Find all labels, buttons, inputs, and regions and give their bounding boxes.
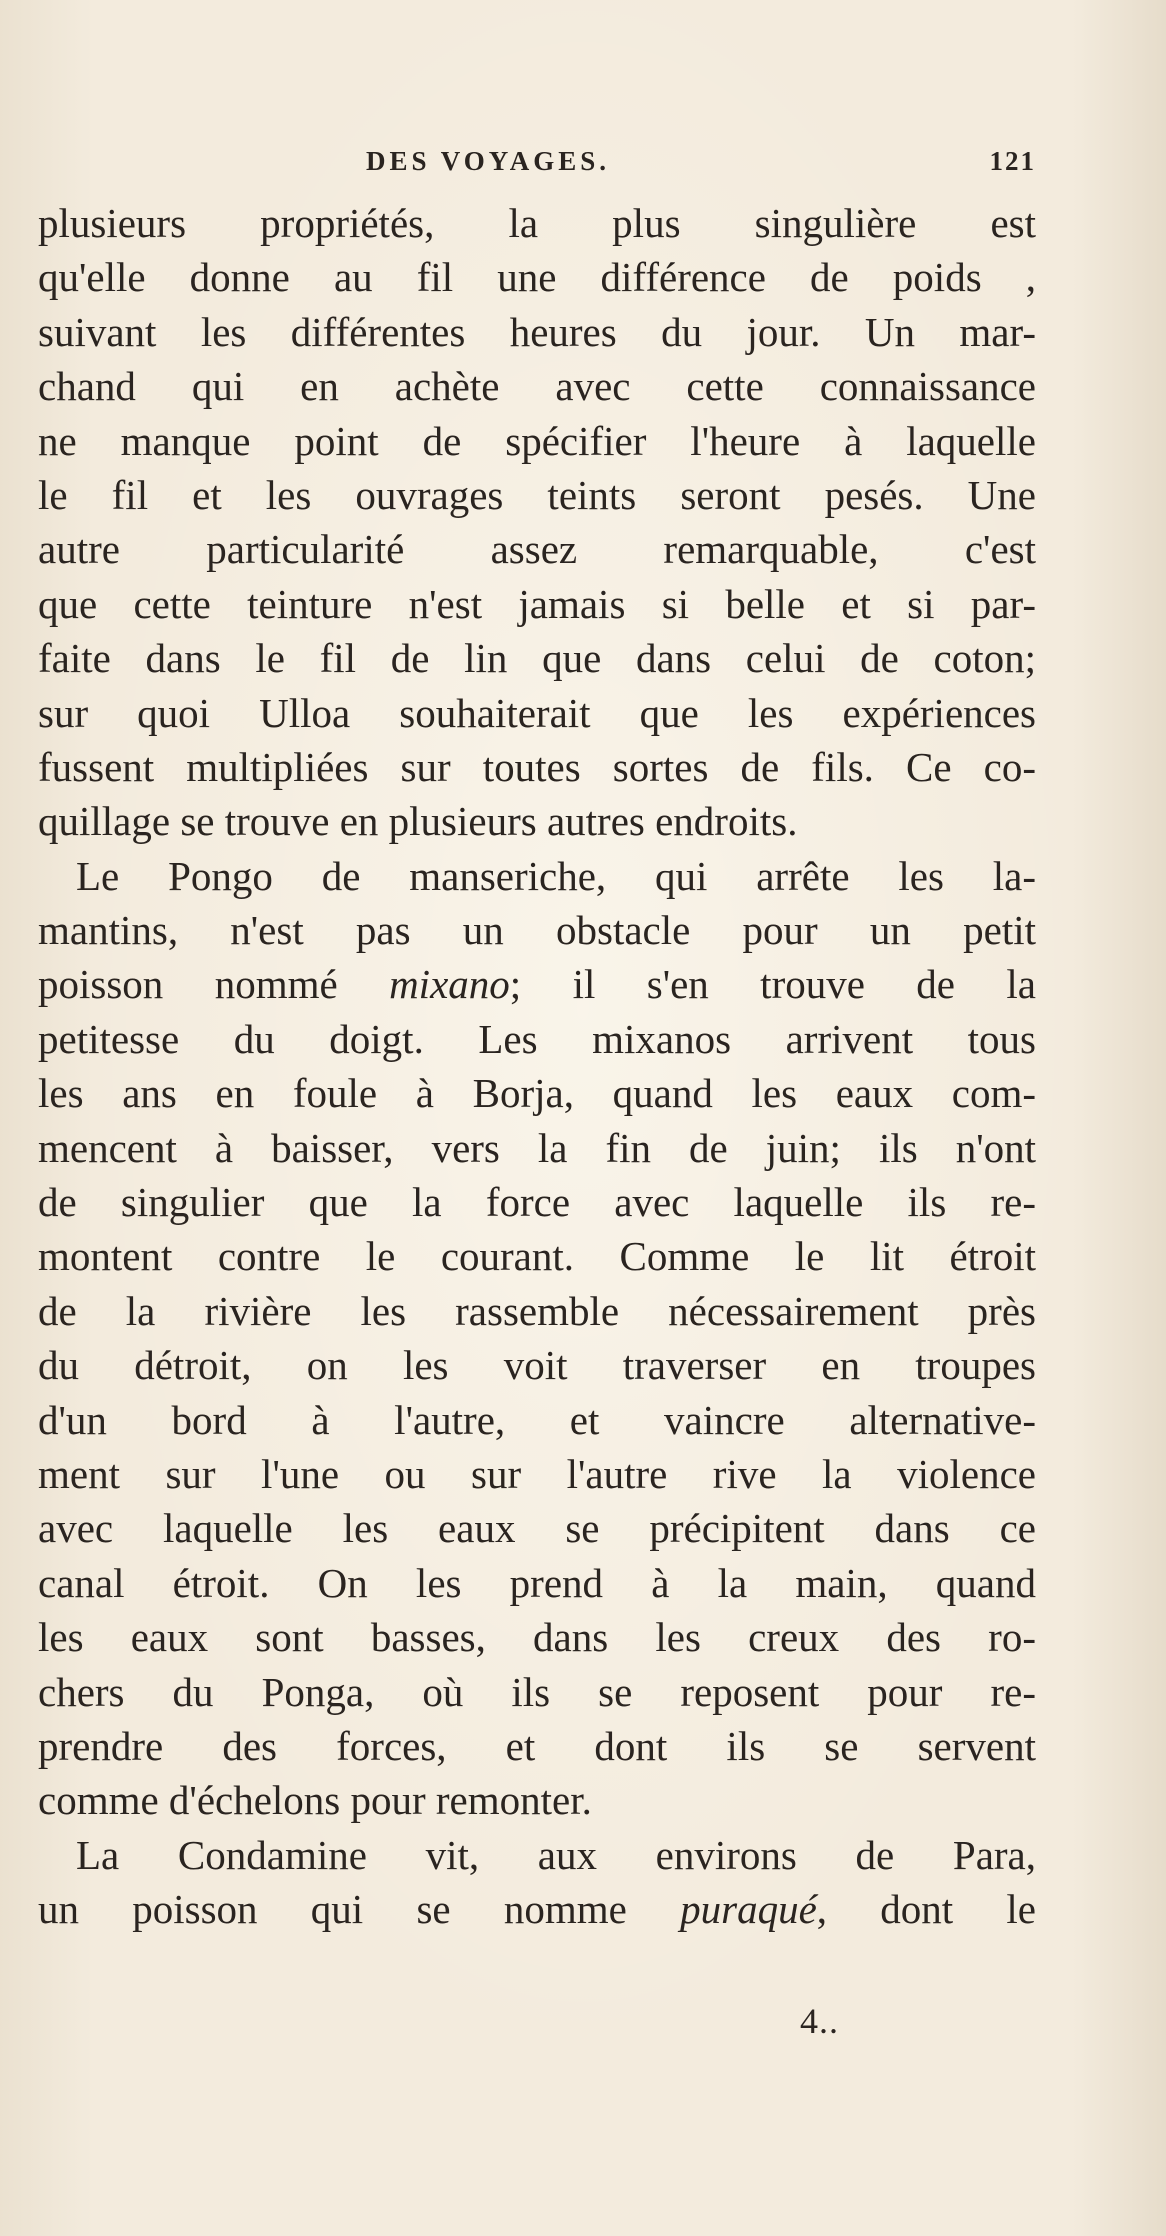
body-text: [38, 196, 1036, 1937]
text-line: ne manque point de spécifier l'heure à laquelle: [38, 417, 1036, 464]
text-line: [38, 957, 1036, 1011]
text-line: autre particularité assez remarquable, c'est: [38, 526, 1036, 573]
text-line: prendre des forces, et dont ils se servent: [38, 1722, 1036, 1769]
page-number: 121: [989, 146, 1036, 176]
text-line: faite dans le fil de lin que dans celui de coton;: [38, 635, 1036, 682]
text-line: les eaux sont basses, dans les creux des ro-: [38, 1614, 1036, 1661]
text-run: ; il s'en trouve de la: [509, 961, 1036, 1008]
text-line: de la rivière les rassemble nécessairement près: [38, 1287, 1036, 1334]
text-line: petitesse du doigt. Les mixanos arrivent tous: [38, 1015, 1036, 1062]
text-line: ment sur l'une ou sur l'autre rive la violence: [38, 1450, 1036, 1497]
text-line: que cette teinture n'est jamais si belle et si par-: [38, 580, 1036, 627]
italic-term: puraqué: [680, 1886, 817, 1933]
text-line: du détroit, on les voit traverser en troupes: [38, 1342, 1036, 1389]
running-title: DES VOYAGES.: [366, 146, 611, 176]
italic-term: mixano: [389, 961, 510, 1008]
text-line: le fil et les ouvrages teints seront pesés. Une: [38, 471, 1036, 518]
paragraph-start-line: Le Pongo de manseriche, qui arrête les la-: [76, 852, 1036, 899]
text-line: mencent à baisser, vers la fin de juin; ils n'ont: [38, 1124, 1036, 1171]
text-line: sur quoi Ulloa souhaiterait que les expériences: [38, 689, 1036, 736]
text-line: canal étroit. On les prend à la main, quand: [38, 1559, 1036, 1606]
text-line: avec laquelle les eaux se précipitent dans ce: [38, 1505, 1036, 1552]
text-line: [38, 1882, 1036, 1936]
text-line: fussent multipliées sur toutes sortes de fils. Ce co-: [38, 743, 1036, 790]
text-line: qu'elle donne au fil une différence de poids ,: [38, 254, 1036, 301]
text-line: comme d'échelons pour remonter.: [38, 1777, 592, 1824]
text-line: de singulier que la force avec laquelle ils re-: [38, 1179, 1036, 1226]
text-line: montent contre le courant. Comme le lit étroit: [38, 1233, 1036, 1280]
text-run: , dont le: [816, 1886, 1036, 1933]
paragraph-start-line: La Condamine vit, aux environs de Para,: [76, 1831, 1036, 1878]
running-head: [366, 146, 1036, 186]
text-line: chers du Ponga, où ils se reposent pour re-: [38, 1668, 1036, 1715]
text-line: quillage se trouve en plusieurs autres endroits.: [38, 798, 798, 845]
text-run: poisson nommé: [38, 961, 390, 1008]
signature-mark: 4..: [800, 2001, 839, 2041]
text-run: un poisson qui se nomme: [38, 1886, 681, 1933]
text-line: suivant les différentes heures du jour. Un mar-: [38, 308, 1036, 355]
text-line: les ans en foule à Borja, quand les eaux com-: [38, 1070, 1036, 1117]
text-line: mantins, n'est pas un obstacle pour un petit: [38, 907, 1036, 954]
text-line: plusieurs propriétés, la plus singulière est: [38, 200, 1036, 246]
text-line: chand qui en achète avec cette connaissance: [38, 363, 1036, 410]
text-line: d'un bord à l'autre, et vaincre alternative-: [38, 1396, 1036, 1443]
